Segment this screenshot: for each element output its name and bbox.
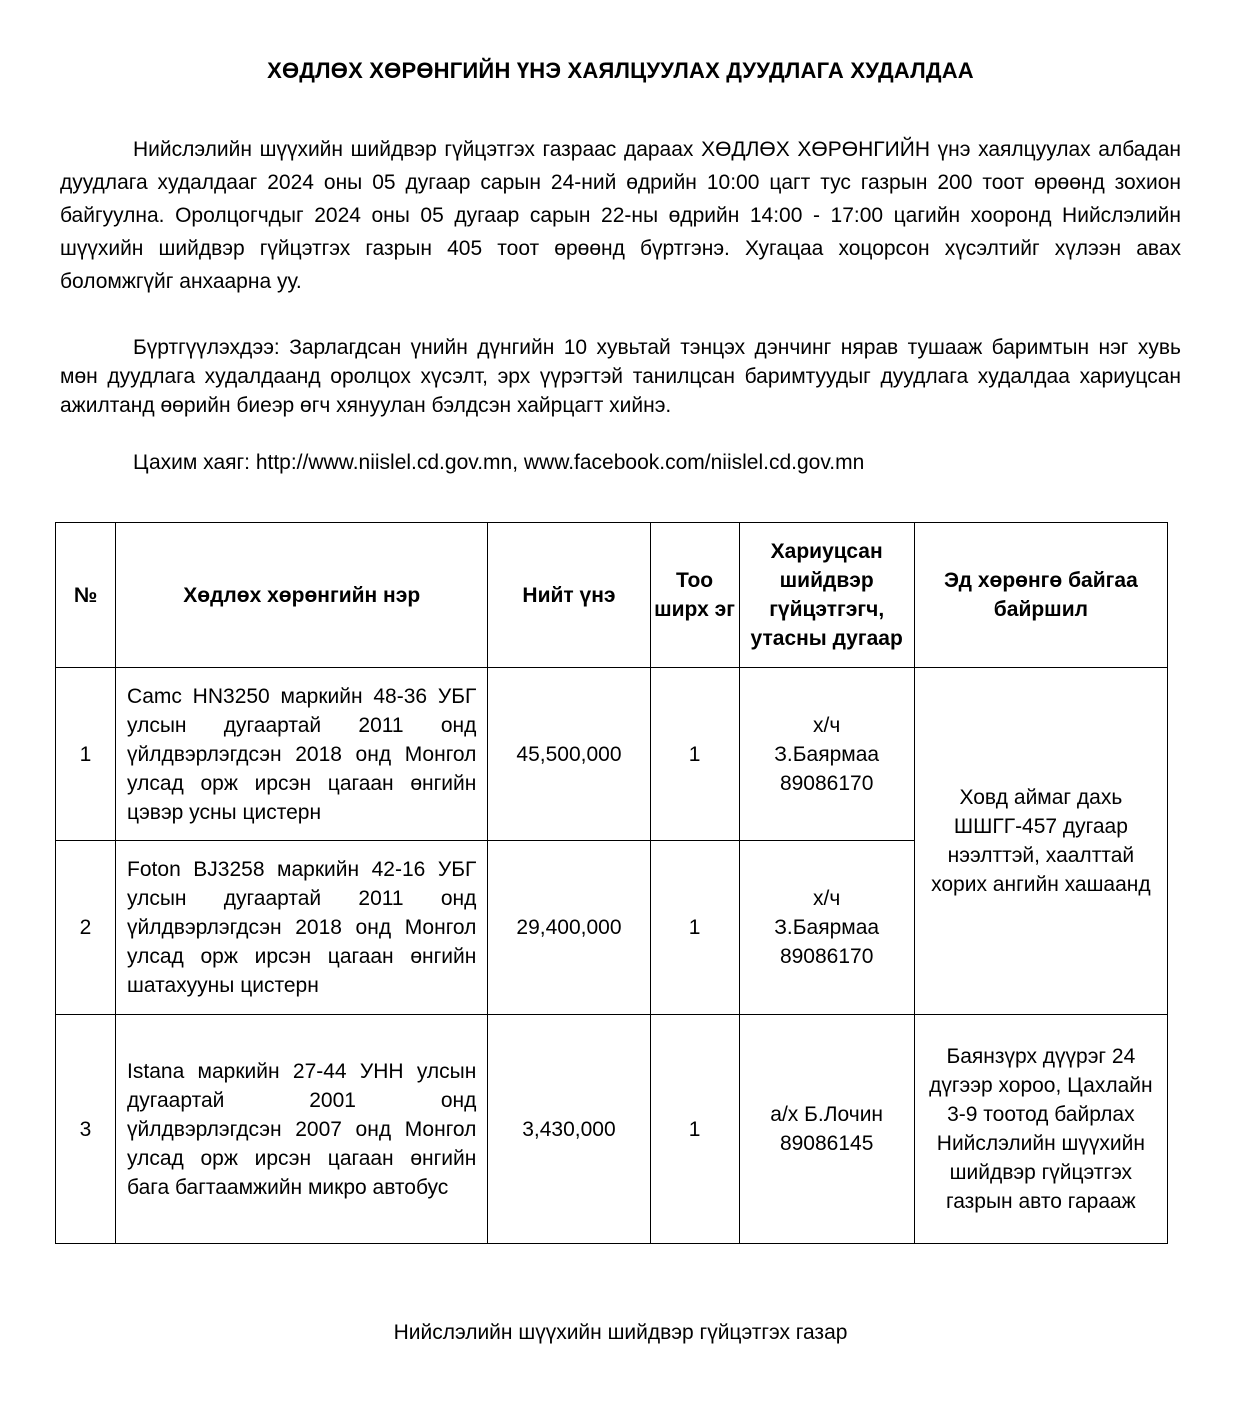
quantity: 1 [650,1015,739,1244]
row-number: 2 [56,841,116,1015]
web-address-line: Цахим хаяг: http://www.niislel.cd.gov.mn, www.facebook.com/niislel.cd.gov.mn [133,451,865,474]
total-price: 3,430,000 [488,1015,650,1244]
intro-paragraph [60,133,1181,298]
row-number: 3 [56,1015,116,1244]
contact [739,1015,914,1244]
location-khovd-text: Ховд аймаг дахь ШШГГ-457 дугаар нээлттэй, хаалттай хорих ангийн хашаанд [931,786,1151,896]
contact-phone: 89086145 [779,1132,874,1155]
document-title: ХӨДЛӨХ ХӨРӨНГИЙН ҮНЭ ХАЯЛЦУУЛАХ ДУУДЛАГА ХУДАЛДАА [267,58,974,83]
contact [739,841,914,1015]
registration-paragraph [60,333,1181,420]
registration-paragraph-text: Бүртгүүлэхдээ: Зарлагдсан үнийн дүнгийн 10 хувьтай тэнцэх дэнчинг нярав тушааж баримтын нэг хувь мөн дуудлага худалдаанд оролцох хүсэлт, эрх үүрэгтэй танилцсан баримтуудыг дуудлага худалдаа хариуцсан ажилтанд өөрийн биеэр өгч хянуулан бэлдсэн хайрцагт хийнэ. [60,336,1181,417]
location-garage-text: Баянзүрх дүүрэг 24 дүгээр хороо, Цахлайн 3-9 тоотод байрлах Нийслэлийн шүүхийн шийдвэр гүйцэтгэх газрын авто гараaж [929,1045,1153,1213]
issuer-signature: Нийслэлийн шүүхийн шийдвэр гүйцэтгэх газар [393,1321,848,1344]
location-khovd [914,668,1167,1015]
total-price: 45,500,000 [488,668,650,841]
header-asset-name: Хөдлөх хөрөнгийн нэр [116,523,488,668]
contact-person: З.Баярмаа [774,742,880,766]
table-row [56,668,1168,841]
location-garage [914,1015,1167,1244]
header-number: № [56,523,116,668]
contact-person: З.Баярмаа [774,916,880,939]
contact-title: х/ч [813,713,841,737]
contact-phone: 89086170 [779,771,874,795]
assets-table [55,522,1168,1244]
quantity: 1 [650,841,739,1015]
header-total-price: Нийт үнэ [488,523,650,668]
header-contact: Хариуцсан шийдвэр гүйцэтгэгч, утасны дугаар [739,523,914,668]
header-quantity: Тоо ширх эг [650,523,739,668]
asset-name: Camc HN3250 маркийн 48-36 УБГ улсын дугаартай 2011 онд үйлдвэрлэгдсэн 2018 онд Монгол улсад орж ирсэн цагаан өнгийн цэвэр усны цистерн [116,668,488,841]
row-number: 1 [56,668,116,841]
asset-name: Foton BJ3258 маркийн 42-16 УБГ улсын дугаартай 2011 онд үйлдвэрлэгдсэн 2018 онд Монгол улсад орж ирсэн цагаан өнгийн шатахууны цистерн [116,841,488,1015]
total-price: 29,400,000 [488,841,650,1015]
intro-paragraph-text: Нийслэлийн шүүхийн шийдвэр гүйцэтгэх газраас дараах ХӨДЛӨХ ХӨРӨНГИЙН үнэ хаялцуулах албадан дуудлага худалдааг 2024 оны 05 дугаар сарын 24-ний өдрийн 10:00 цагт тус газрын 200 тоот өрөөнд зохион байгуулна. Оролцогчдыг 2024 оны 05 дугаар сарын 22-ны өдрийн 14:00 - 17:00 цагийн хооронд Нийслэлийн шүүхийн шийдвэр гүйцэтгэх газрын 405 тоот өрөөнд бүртгэнэ. Хугацаа хоцорсон хүсэлтийг хүлээн авах боломжгүйг анхаарна уу. [60,138,1181,293]
quantity: 1 [650,668,739,841]
header-location: Эд хөрөнгө байгаа байршил [914,523,1167,668]
contact [739,668,914,841]
asset-name: Istana маркийн 27-44 УНН улсын дугаартай 2001 онд үйлдвэрлэгдсэн 2007 онд Монгол улсад орж ирсэн цагаан өнгийн бага багтаамжийн микро автобус [116,1015,488,1244]
contact-phone: 89086170 [779,945,874,968]
table-row [56,1015,1168,1244]
contact-title: х/ч [813,887,841,910]
table-header-row [56,523,1168,668]
contact-person: а/х Б.Лочин [770,1103,884,1126]
